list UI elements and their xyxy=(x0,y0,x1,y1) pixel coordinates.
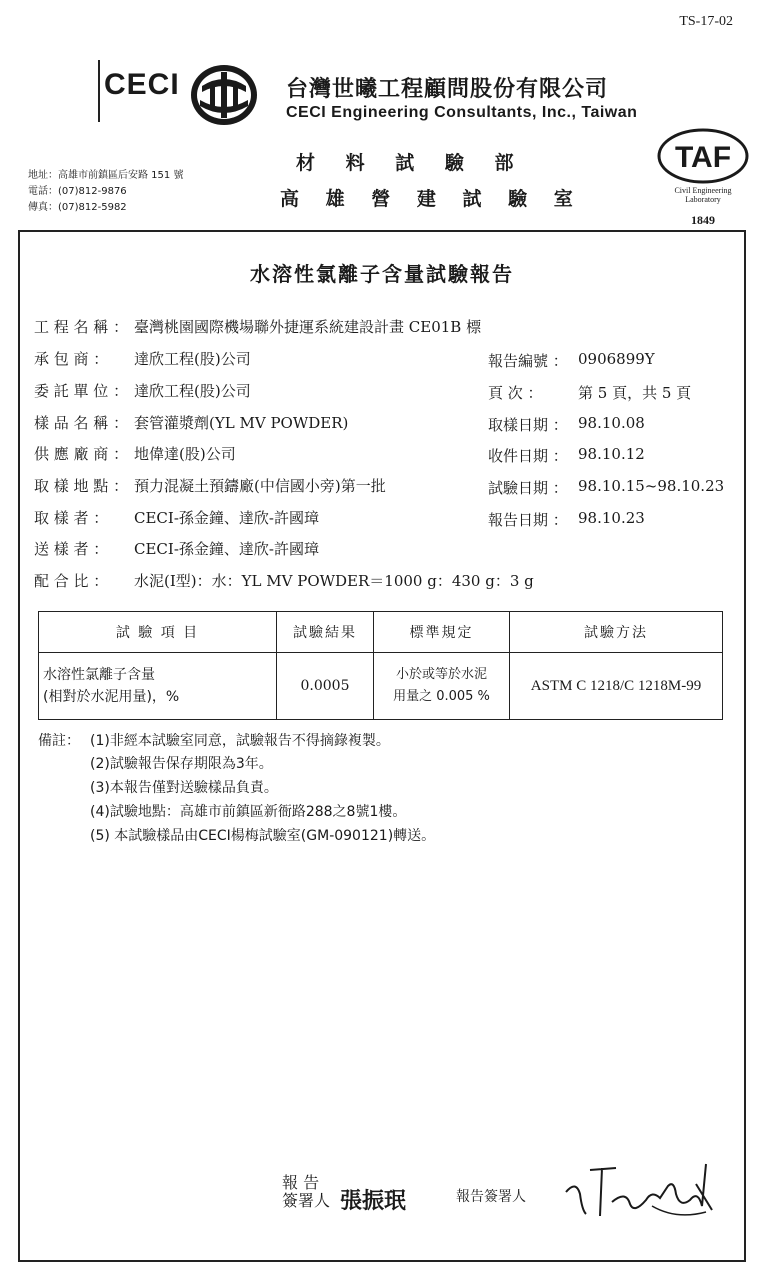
field-label-project: 工 程 名 稱 ： xyxy=(34,318,129,336)
contact-phone: 電話：(07)812-9876 xyxy=(28,186,127,197)
field-value-mix-ratio: 水泥(Ⅰ型)：水：YL MV POWDER＝1000 g：430 g：3 g xyxy=(134,572,534,590)
lab-name: 高 雄 營 建 試 驗 室 xyxy=(280,188,583,210)
contact-fax: 傳真：(07)812-5982 xyxy=(28,202,127,213)
field-label-submitter: 送 樣 者 ： xyxy=(34,540,109,558)
company-name-chinese: 台灣世曦工程顧問股份有限公司 xyxy=(286,77,609,102)
remark-item-2: (2)試驗報告保存期限為3年。 xyxy=(90,756,273,772)
field-value-sampler: CECI-孫金鐘、達欣-許國璋 xyxy=(134,509,319,527)
contact-address: 地址：高雄市前鎮區后安路 151 號 xyxy=(28,170,184,181)
field-label-report-date: 報告日期 ： xyxy=(488,511,568,529)
signer-label-top: 報 告 xyxy=(282,1173,320,1192)
field-value-test-date: 98.10.15~98.10.23 xyxy=(578,477,725,495)
table-row xyxy=(39,653,723,720)
field-label-sampler: 取 樣 者 ： xyxy=(34,509,109,527)
taf-label xyxy=(656,186,750,204)
remarks-prefix: 備註： xyxy=(38,733,80,749)
field-label-contractor: 承 包 商 ： xyxy=(34,350,109,368)
field-label-sampling-location: 取 樣 地 點 ： xyxy=(34,477,129,495)
field-label-sampling-date: 取樣日期 ： xyxy=(488,416,568,434)
header-test-item: 試 驗 項 目 xyxy=(39,612,277,653)
field-label-test-date: 試驗日期 ： xyxy=(488,479,568,497)
field-value-supplier: 地偉達(股)公司 xyxy=(134,445,236,463)
cell-test-method: ASTM C 1218/C 1218M-99 xyxy=(510,653,723,720)
field-value-contractor: 達欣工程(股)公司 xyxy=(134,350,251,368)
signer-name: 張振珉 xyxy=(340,1189,407,1214)
field-value-project: 臺灣桃園國際機場聯外捷運系統建設計畫 CE01B 標 xyxy=(134,318,482,336)
field-value-client: 達欣工程(股)公司 xyxy=(134,382,251,400)
ceci-logo-text: CECI xyxy=(104,68,180,101)
cell-test-item xyxy=(39,653,277,720)
field-value-report-number: 0906899Y xyxy=(578,350,655,368)
document-code: TS-17-02 xyxy=(679,14,733,29)
field-label-page: 頁 次 ： xyxy=(488,384,543,402)
cell-standard-line2: 用量之 0.005 % xyxy=(393,689,490,704)
signer-label xyxy=(282,1174,342,1210)
field-label-client: 委 託 單 位 ： xyxy=(34,382,129,400)
field-label-report-number: 報告編號 ： xyxy=(488,352,568,370)
company-name-english: CECI Engineering Consultants, Inc., Taiwan xyxy=(286,104,638,121)
table-header-row xyxy=(39,612,723,653)
remark-item-4: (4)試驗地點：高雄市前鎮區新衙路288之8號1樓。 xyxy=(90,804,407,820)
remark-item-3: (3)本報告僅對送驗樣品負責。 xyxy=(90,780,278,796)
handwritten-signature-icon xyxy=(556,1150,716,1230)
cell-standard xyxy=(374,653,510,720)
header-divider xyxy=(98,60,100,122)
cell-test-item-line1: 水溶性氯離子含量 xyxy=(43,667,155,683)
report-title: 水溶性氯離子含量試驗報告 xyxy=(250,262,514,286)
remark-item-1: (1)非經本試驗室同意，試驗報告不得摘錄複製。 xyxy=(90,733,390,749)
field-value-sampling-location: 預力混凝土預鑄廠(中信國小旁)第一批 xyxy=(134,477,386,495)
taf-label-line2: Laboratory xyxy=(685,195,721,204)
field-label-supplier: 供 應 廠 商 ： xyxy=(34,445,129,463)
field-value-report-date: 98.10.23 xyxy=(578,509,645,527)
header-test-method: 試驗方法 xyxy=(510,612,723,653)
results-table xyxy=(38,611,723,720)
remark-item-5: (5) 本試驗樣品由CECI楊梅試驗室(GM-090121)轉送。 xyxy=(90,828,436,844)
cell-test-result: 0.0005 xyxy=(277,653,374,720)
ceci-globe-icon xyxy=(188,62,260,128)
header-test-result: 試驗結果 xyxy=(277,612,374,653)
field-value-sampling-date: 98.10.08 xyxy=(578,414,645,432)
cell-test-item-line2: (相對於水泥用量)，% xyxy=(43,689,180,705)
taf-label-line1: Civil Engineering xyxy=(674,186,732,195)
field-value-submitter: CECI-孫金鐘、達欣-許國璋 xyxy=(134,540,319,558)
cell-standard-line1: 小於或等於水泥 xyxy=(395,667,487,682)
header-standard: 標準規定 xyxy=(374,612,510,653)
field-label-sample-name: 樣 品 名 稱 ： xyxy=(34,414,129,432)
field-label-mix-ratio: 配 合 比 ： xyxy=(34,572,109,590)
field-value-sample-name: 套管灌漿劑(YL MV POWDER) xyxy=(134,414,349,432)
signer-label-bottom: 簽署人 xyxy=(282,1191,331,1210)
field-label-received-date: 收件日期 ： xyxy=(488,447,568,465)
taf-logo-text: TAF xyxy=(674,141,732,174)
report-signer-label: 報告簽署人 xyxy=(456,1189,526,1205)
field-value-page: 第 5 頁，共 5 頁 xyxy=(578,384,692,402)
department-name: 材 料 試 驗 部 xyxy=(296,152,526,174)
field-value-received-date: 98.10.12 xyxy=(578,445,645,463)
taf-number: 1849 xyxy=(691,213,715,227)
